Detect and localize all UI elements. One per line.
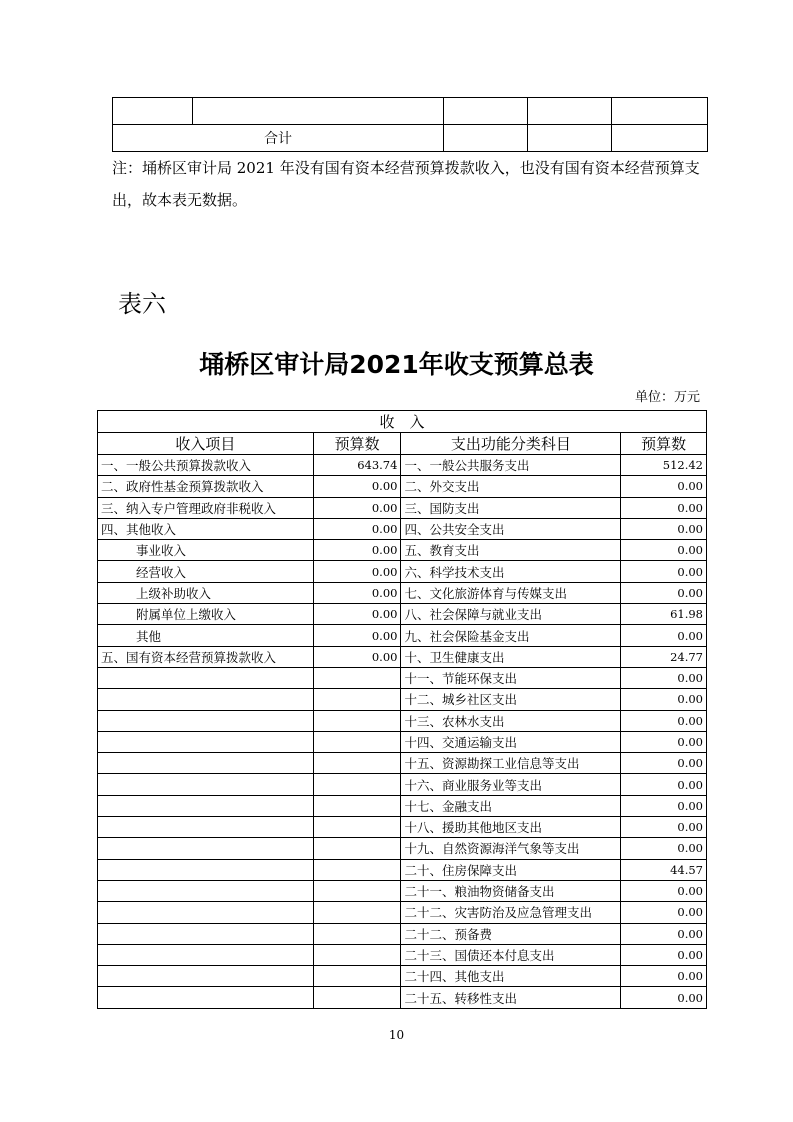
expense-item: 九、社会保险基金支出 — [401, 625, 621, 646]
income-amount — [313, 987, 401, 1008]
income-item — [98, 731, 314, 752]
expense-amount: 0.00 — [621, 902, 707, 923]
expense-item: 八、社会保障与就业支出 — [401, 604, 621, 625]
income-amount — [313, 902, 401, 923]
table-row — [98, 710, 707, 731]
table-row — [98, 540, 707, 561]
expense-amount: 0.00 — [621, 731, 707, 752]
income-item — [98, 880, 314, 901]
income-item: 三、纳入专户管理政府非税收入 — [98, 497, 314, 518]
expense-item: 十八、援助其他地区支出 — [401, 817, 621, 838]
expense-item: 十七、金融支出 — [401, 795, 621, 816]
group-header: 收 入 — [98, 411, 707, 433]
income-amount: 643.74 — [313, 455, 401, 476]
table-row — [98, 880, 707, 901]
expense-item: 十二、城乡社区支出 — [401, 689, 621, 710]
table-row — [98, 689, 707, 710]
income-amount — [313, 966, 401, 987]
column-header: 预算数 — [621, 433, 707, 455]
table-row — [98, 667, 707, 688]
expense-amount: 61.98 — [621, 604, 707, 625]
income-amount — [313, 795, 401, 816]
expense-item: 十、卫生健康支出 — [401, 646, 621, 667]
table-row — [98, 753, 707, 774]
income-amount: 0.00 — [313, 625, 401, 646]
income-amount — [313, 838, 401, 859]
expense-item: 二十三、国债还本付息支出 — [401, 944, 621, 965]
table-row — [98, 944, 707, 965]
income-item — [98, 859, 314, 880]
page-number: 10 — [388, 1028, 405, 1042]
table-row — [98, 625, 707, 646]
expense-amount: 0.00 — [621, 944, 707, 965]
table-row — [98, 774, 707, 795]
income-amount — [313, 689, 401, 710]
income-item — [98, 987, 314, 1008]
expense-amount: 0.00 — [621, 518, 707, 539]
expense-item: 一、一般公共服务支出 — [401, 455, 621, 476]
total-label: 合计 — [113, 125, 444, 152]
table-row — [98, 987, 707, 1008]
table-row — [98, 817, 707, 838]
expense-amount: 0.00 — [621, 923, 707, 944]
income-item — [98, 774, 314, 795]
table-row — [98, 795, 707, 816]
expense-item: 十六、商业服务业等支出 — [401, 774, 621, 795]
expense-amount: 0.00 — [621, 987, 707, 1008]
expense-amount: 0.00 — [621, 497, 707, 518]
expense-amount: 0.00 — [621, 753, 707, 774]
expense-item: 七、文化旅游体育与传媒支出 — [401, 582, 621, 603]
income-amount: 0.00 — [313, 646, 401, 667]
expense-amount: 0.00 — [621, 838, 707, 859]
expense-item: 二十四、其他支出 — [401, 966, 621, 987]
income-amount — [313, 753, 401, 774]
expense-amount: 0.00 — [621, 476, 707, 497]
expense-amount: 0.00 — [621, 880, 707, 901]
expense-item: 十五、资源勘探工业信息等支出 — [401, 753, 621, 774]
income-item: 事业收入 — [98, 540, 314, 561]
income-amount: 0.00 — [313, 582, 401, 603]
expense-amount: 0.00 — [621, 689, 707, 710]
income-amount — [313, 774, 401, 795]
table-row — [98, 497, 707, 518]
table-row — [98, 582, 707, 603]
expense-item: 十九、自然资源海洋气象等支出 — [401, 838, 621, 859]
expense-item: 二、外交支出 — [401, 476, 621, 497]
expense-item: 六、科学技术支出 — [401, 561, 621, 582]
income-item: 上级补助收入 — [98, 582, 314, 603]
column-header: 预算数 — [313, 433, 401, 455]
expense-amount: 0.00 — [621, 625, 707, 646]
expense-item: 十一、节能环保支出 — [401, 667, 621, 688]
table-row — [98, 923, 707, 944]
expense-amount: 24.77 — [621, 646, 707, 667]
column-header: 收入项目 — [98, 433, 314, 455]
income-amount: 0.00 — [313, 497, 401, 518]
income-item: 二、政府性基金预算拨款收入 — [98, 476, 314, 497]
expense-item: 五、教育支出 — [401, 540, 621, 561]
income-item — [98, 817, 314, 838]
income-amount: 0.00 — [313, 540, 401, 561]
expense-item: 十三、农林水支出 — [401, 710, 621, 731]
expense-item: 二十一、粮油物资储备支出 — [401, 880, 621, 901]
expense-item: 二十二、预备费 — [401, 923, 621, 944]
table-row — [98, 731, 707, 752]
income-item — [98, 710, 314, 731]
expense-item: 十四、交通运输支出 — [401, 731, 621, 752]
budget-table — [97, 410, 707, 1009]
table-row — [98, 561, 707, 582]
table-row — [98, 859, 707, 880]
section-label: 表六 — [118, 290, 166, 318]
income-item: 一、一般公共预算拨款收入 — [98, 455, 314, 476]
page-title: 埇桥区审计局2021年收支预算总表 — [199, 350, 594, 379]
income-item: 五、国有资本经营预算拨款收入 — [98, 646, 314, 667]
expense-item: 四、公共安全支出 — [401, 518, 621, 539]
expense-amount: 0.00 — [621, 561, 707, 582]
income-amount — [313, 880, 401, 901]
expense-amount: 0.00 — [621, 710, 707, 731]
income-item — [98, 944, 314, 965]
expense-item: 二十二、灾害防治及应急管理支出 — [401, 902, 621, 923]
expense-amount: 0.00 — [621, 966, 707, 987]
income-item: 附属单位上缴收入 — [98, 604, 314, 625]
income-amount: 0.00 — [313, 604, 401, 625]
table-row — [98, 476, 707, 497]
income-amount — [313, 923, 401, 944]
expense-amount: 512.42 — [621, 455, 707, 476]
note-text: 注：埇桥区审计局 2021 年没有国有资本经营预算拨款收入，也没有国有资本经营预算支出，故本表无数据。 — [112, 159, 700, 209]
income-item — [98, 923, 314, 944]
income-item — [98, 689, 314, 710]
expense-item: 二十五、转移性支出 — [401, 987, 621, 1008]
table-row — [98, 838, 707, 859]
income-amount: 0.00 — [313, 476, 401, 497]
income-item — [98, 667, 314, 688]
expense-item: 二十、住房保障支出 — [401, 859, 621, 880]
expense-amount: 0.00 — [621, 795, 707, 816]
expense-amount: 44.57 — [621, 859, 707, 880]
table-row — [98, 604, 707, 625]
income-item: 经营收入 — [98, 561, 314, 582]
table-row — [98, 455, 707, 476]
income-amount: 0.00 — [313, 561, 401, 582]
table-row — [98, 646, 707, 667]
income-amount: 0.00 — [313, 518, 401, 539]
income-amount — [313, 710, 401, 731]
income-amount — [313, 817, 401, 838]
income-amount — [313, 859, 401, 880]
income-item — [98, 753, 314, 774]
income-item — [98, 795, 314, 816]
income-item — [98, 966, 314, 987]
unit-label: 单位：万元 — [634, 390, 700, 405]
table-row — [98, 902, 707, 923]
table-row — [98, 966, 707, 987]
expense-item: 三、国防支出 — [401, 497, 621, 518]
income-amount — [313, 944, 401, 965]
expense-amount: 0.00 — [621, 667, 707, 688]
column-header: 支出功能分类科目 — [401, 433, 621, 455]
income-item: 其他 — [98, 625, 314, 646]
income-amount — [313, 731, 401, 752]
income-item — [98, 902, 314, 923]
expense-amount: 0.00 — [621, 540, 707, 561]
income-amount — [313, 667, 401, 688]
expense-amount: 0.00 — [621, 582, 707, 603]
income-item: 四、其他收入 — [98, 518, 314, 539]
expense-amount: 0.00 — [621, 774, 707, 795]
table-row — [98, 518, 707, 539]
income-item — [98, 838, 314, 859]
previous-table — [112, 97, 708, 152]
expense-amount: 0.00 — [621, 817, 707, 838]
